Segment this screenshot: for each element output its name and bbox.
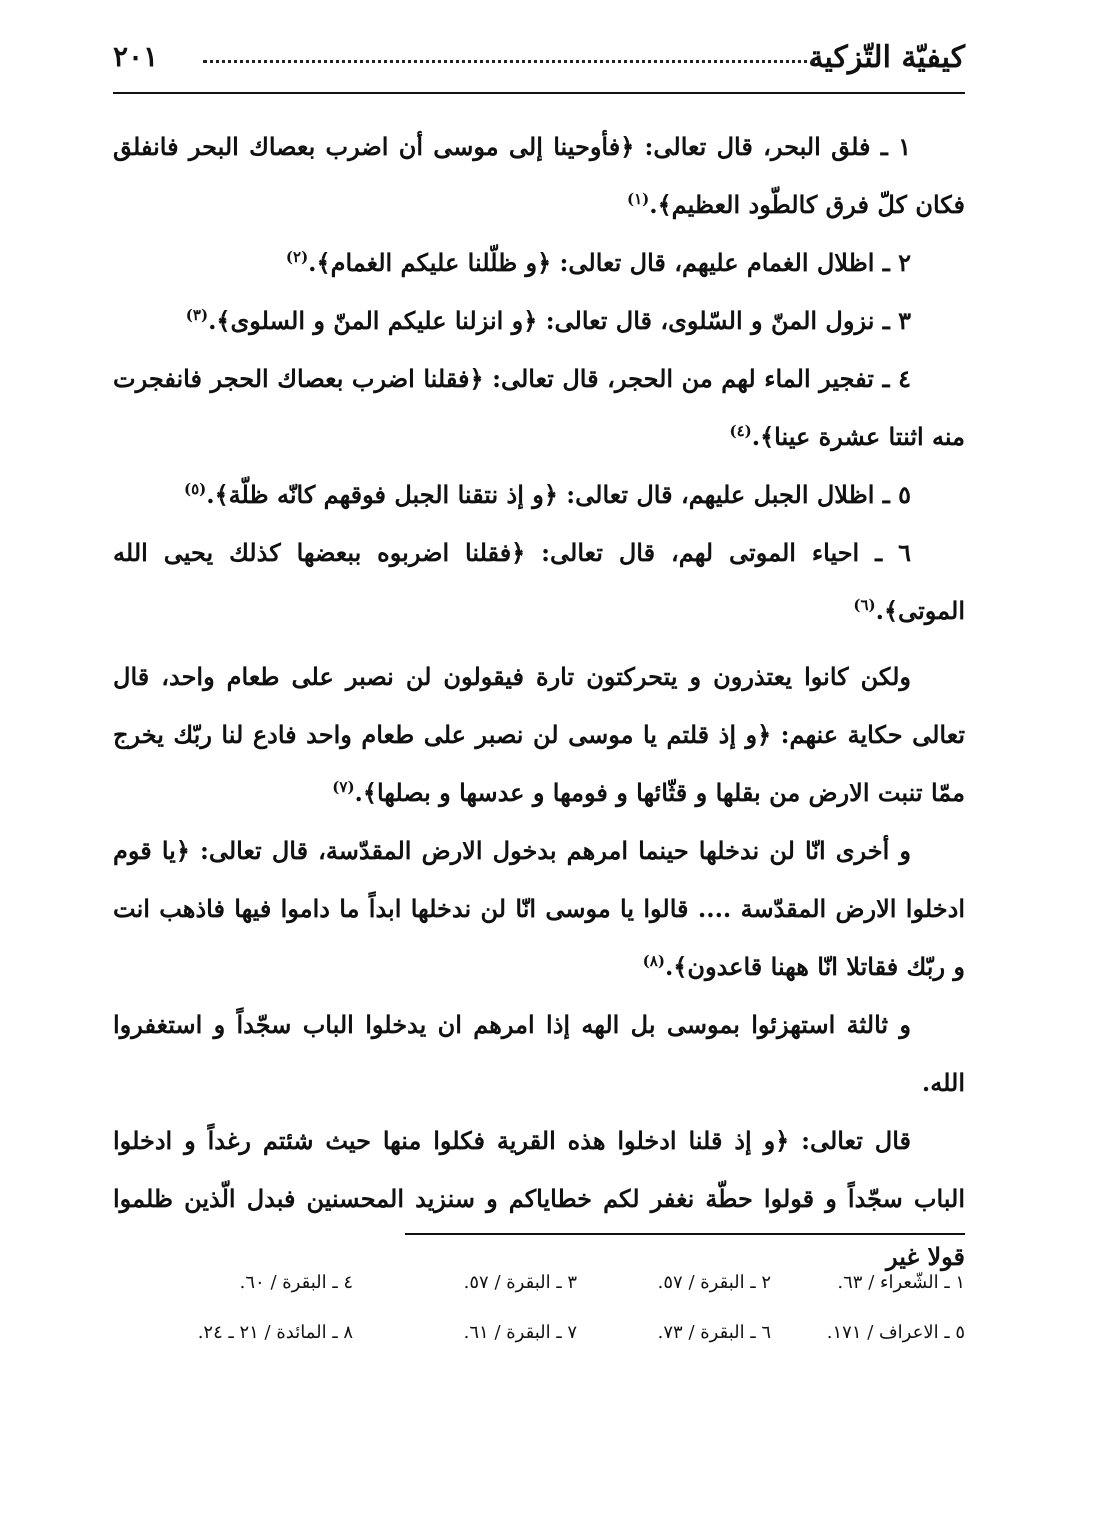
paragraph: و أخرى انّا لن ندخلها حينما امرهم بدخول الارض المقدّسة، قال تعالى: ﴿يا قوم ادخلوا الارض المقدّسة .... قالوا يا موسى انّا لن ندخلها ابداً ما داموا فيها فاذهب انت و ربّك فقاتلا انّا ههنا قاعدون﴾.$^{(٨)}$ [113,836,965,981]
footnote-ref: (٢) [285,248,309,266]
footnote-separator [405,1233,965,1235]
footnotes [113,1258,965,1358]
header-title: كيفيّة التّزكية [808,40,965,75]
footnote: ١ ـ الشّعراء / ٦٣. [837,1272,965,1293]
footnote: ٣ ـ البقرة / ٥٧. [463,1272,577,1293]
footnote-ref: (٨) [642,952,665,970]
paragraph: ٤ ـ تفجير الماء لهم من الحجر، قال تعالى: ﴿فقلنا اضرب بعصاك الحجر فانفجرت منه اثنتا عشرة عينا﴾.$^{(٤)}$ [113,364,965,451]
footnote-ref: (٥) [183,480,207,498]
footnote: ٦ ـ البقرة / ٧٣. [657,1322,771,1343]
paragraph: ٣ ـ نزول المنّ و السّلوى، قال تعالى: ﴿و انزلنا عليكم المنّ و السلوى﴾.$^{(٣)}$ [185,306,911,335]
footnote: ٧ ـ البقرة / ٦١. [463,1322,577,1343]
footnote-ref: (٣) [185,306,209,324]
footnote: ٤ ـ البقرة / ٦٠. [239,1272,353,1293]
footnote: ٥ ـ الاعراف / ١٧١. [826,1322,965,1343]
footnote-ref: (٦) [853,596,876,614]
footnote: ٢ ـ البقرة / ٥٧. [657,1272,771,1293]
footnote-ref: (٤) [729,422,752,440]
header-rule [113,92,965,94]
footnote-row [113,1258,965,1308]
paragraph: ولكن كانوا يعتذرون و يتحركتون تارة فيقولون لن نصبر على طعام واحد، قال تعالى حكاية عنهم: ﴿و إذ قلتم يا موسى لن نصبر على طعام واحد فادع لنا ربّك يخرج ممّا تنبت الارض من بقلها و قثّائها و فومها و عدسها و بصلها﴾.$^{(٧)}$ [113,662,965,807]
page-number: ٢٠١ [113,40,159,73]
header-dot-leader [203,60,815,63]
footnote-row [113,1308,965,1358]
paragraph: ٥ ـ اظلال الجبل عليهم، قال تعالى: ﴿و إذ نتقنا الجبل فوقهم كانّه ظلّة﴾.$^{(٥)}$ [183,480,911,509]
paragraph: قال تعالى: ﴿و إذ قلنا ادخلوا هذه القرية فكلوا منها حيث شئتم رغداً و ادخلوا الباب سجّداً و قولوا حطّة نغفر لكم خطاياكم و سنزيد المحسنين فبدل الّذين ظلموا قولا غير [113,1126,965,1271]
paragraph: ١ ـ فلق البحر، قال تعالى: ﴿فأوحينا إلى موسى أن اضرب بعصاك البحر فانفلق فكان كلّ فرق كالطّود العظيم﴾.$^{(١)}$ [113,132,965,219]
paragraph: ٦ ـ احياء الموتى لهم، قال تعالى: ﴿فقلنا اضربوه ببعضها كذلك يحيى الله الموتى﴾.$^{(٦)}$ [113,538,965,625]
main-text [113,118,965,1286]
footnote-ref: (٧) [332,778,355,796]
footnote-ref: (١) [626,190,650,208]
footnote: ٨ ـ المائدة / ٢١ ـ ٢٤. [197,1322,353,1343]
paragraph: ٢ ـ اظلال الغمام عليهم، قال تعالى: ﴿و ظلّلنا عليكم الغمام﴾.$^{(٢)}$ [285,248,911,277]
paragraph: و ثالثة استهزئوا بموسى بل الهه إذا امرهم ان يدخلوا الباب سجّداً و استغفروا الله. [113,1010,965,1097]
running-header [113,30,965,90]
